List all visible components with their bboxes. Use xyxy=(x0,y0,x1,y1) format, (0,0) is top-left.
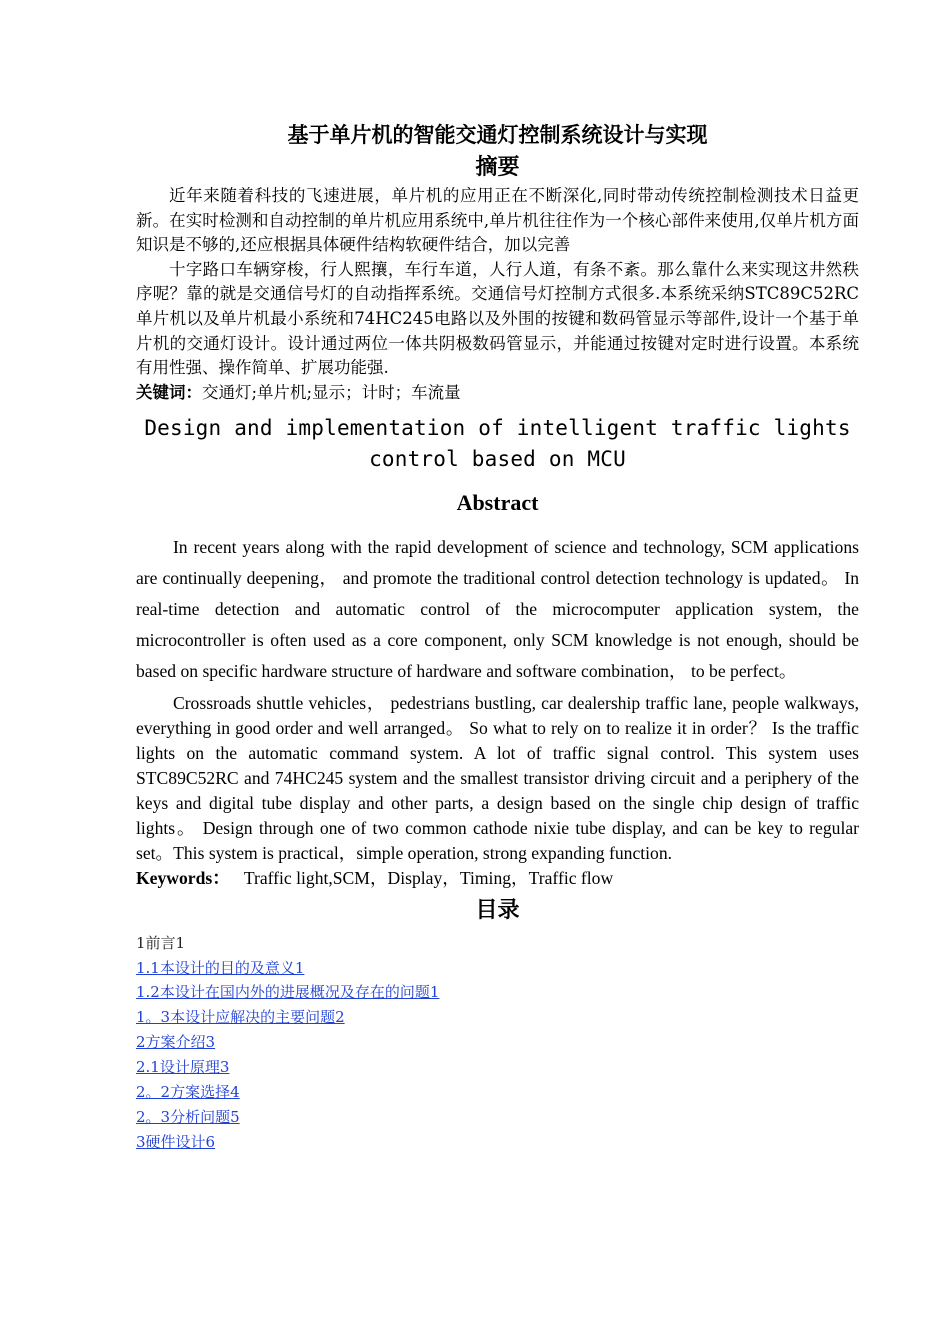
toc-item[interactable] xyxy=(136,1130,859,1155)
toc-entry-1: 1前言1 xyxy=(136,933,186,952)
toc-item[interactable] xyxy=(136,1080,859,1105)
toc-item[interactable] xyxy=(136,1030,859,1055)
abstract-heading-en: Abstract xyxy=(456,490,539,516)
toc-item[interactable] xyxy=(136,1105,859,1130)
document-title-cn: 基于单片机的智能交通灯控制系统设计与实现 xyxy=(287,122,708,147)
toc-link-1-1[interactable]: 1.1本设计的目的及意义1 xyxy=(136,958,305,977)
keywords-en-label: Keywords： xyxy=(136,867,230,888)
keywords-cn xyxy=(136,381,859,406)
toc-item xyxy=(136,931,859,956)
toc-link-2-3[interactable]: 2。3分析问题5 xyxy=(136,1107,240,1126)
toc-item[interactable] xyxy=(136,1005,859,1030)
toc-item[interactable] xyxy=(136,980,859,1005)
keywords-cn-label: 关键词： xyxy=(136,382,202,402)
toc-list xyxy=(136,931,859,1155)
toc-link-3[interactable]: 3硬件设计6 xyxy=(136,1132,216,1151)
toc-item[interactable] xyxy=(136,1055,859,1080)
toc-link-1-2[interactable]: 1.2本设计在国内外的进展概况及存在的问题1 xyxy=(136,983,440,1002)
keywords-cn-value: 交通灯;单片机;显示；计时；车流量 xyxy=(202,382,461,402)
abstract-cn-paragraph-2: 十字路口车辆穿梭，行人熙攘，车行车道，人行人道，有条不紊。那么靠什么来实现这井然秩序呢？靠的就是交通信号灯的自动指挥系统。交通信号灯控制方式很多.本系统采纳STC89C52RC单片机以及单片机最小系统和74HC245电路以及外围的按键和数码管显示等部件,设计一个基于单片机的交通灯设计。设计通过两位一体共阴极数码管显示，并能通过按键对定时进行设置。本系统有用性强、操作简单、扩展功能强. xyxy=(136,259,859,378)
toc-link-1-3[interactable]: 1。3本设计应解决的主要问题2 xyxy=(136,1008,345,1027)
toc-link-2-1[interactable]: 2.1设计原理3 xyxy=(136,1058,230,1077)
abstract-cn-paragraph-1: 近年来随着科技的飞速进展，单片机的应用正在不断深化,同时带动传统控制检测技术日益更新。在实时检测和自动控制的单片机应用系统中,单片机往往作为一个核心部件来使用,仅单片机方面知识是不够的,还应根据具体硬件结构软硬件结合，加以完善 xyxy=(136,186,859,255)
toc-link-2-2[interactable]: 2。2方案选择4 xyxy=(136,1083,240,1102)
abstract-en-paragraph-1: In recent years along with the rapid development of science and technology, SCM applications are continually deepening， and promote the traditional control detection technology is updated。 In real-time detection and automatic control of the microcomputer application system, the microcontroller is often used as a core component, only SCM knowledge is not enough, should be based on specific hardware structure of hardware and software combination， to be perfect。 xyxy=(136,537,859,682)
toc-item[interactable] xyxy=(136,956,859,981)
toc-link-2[interactable]: 2方案介绍3 xyxy=(136,1033,216,1052)
abstract-heading-cn: 摘要 xyxy=(475,154,520,180)
document-page xyxy=(136,118,859,1155)
keywords-en xyxy=(136,866,859,891)
document-title-en-line-2: control based on MCU xyxy=(369,447,626,472)
keywords-en-value: Traffic light,SCM，Display，Timing，Traffic flow xyxy=(243,867,614,888)
abstract-en-paragraph-2: Crossroads shuttle vehicles， pedestrians bustling, car dealership traffic lane, people walkways, everything in good order and well arranged。 So what to rely on to realize it in order？ Is the traffic lights on the automatic command system. A lot of traffic signal control. This system uses STC89C52RC and 74HC245 system and the smallest transistor driving circuit and a periphery of the keys and digital tube display and other parts, a design based on the single chip design of traffic lights。 Design through one of two common cathode nixie tube display, and can be key to regular set。This system is practical，simple operation, strong expanding function. xyxy=(136,693,859,863)
toc-heading: 目录 xyxy=(475,896,520,923)
document-title-en xyxy=(136,413,859,475)
document-title-en-line-1: Design and implementation of intelligent traffic lights xyxy=(144,416,851,441)
